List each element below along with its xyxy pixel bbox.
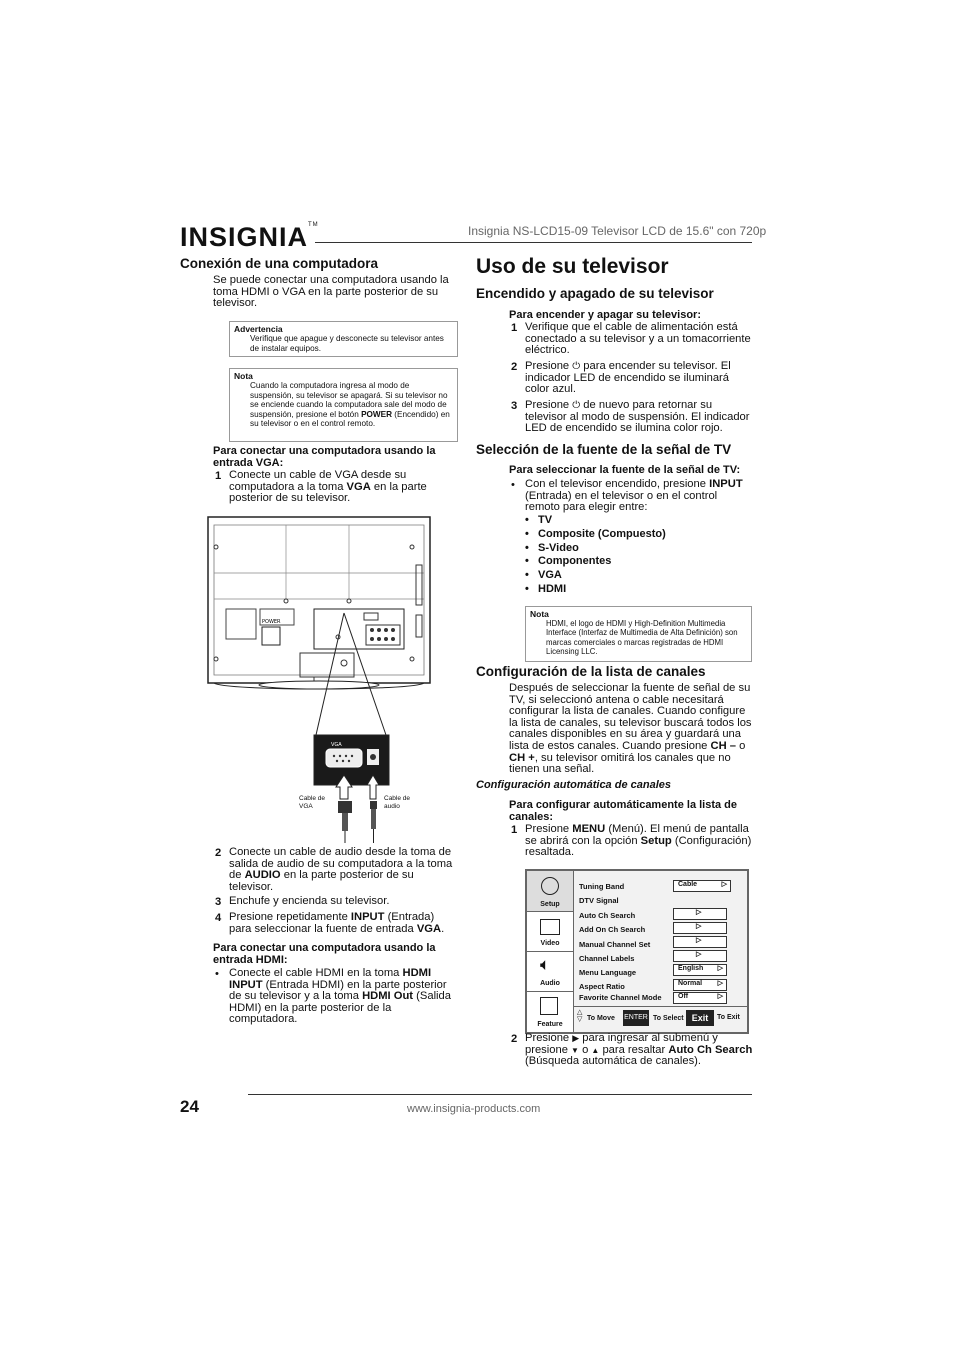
speaker-icon: 🔈︎ (540, 955, 551, 974)
auto-step-2: 2 Presione ▶ para ingresar al submenú y presione ▼ o ▲ para resaltar Auto Ch Search (Búsqueda automática de canales). (511, 1032, 753, 1068)
osd-menu (525, 869, 749, 1034)
auto-subtitle: Configuración automática de canales (476, 779, 671, 791)
power-icon: ⏻ (572, 400, 581, 411)
arrow-right-icon: ▷ (696, 937, 702, 944)
header-title: Insignia NS-LCD15-09 Televisor LCD de 15.6" con 720p (468, 224, 767, 238)
power-step-2: 2 Presione ⏻ para encender su televisor. El indicador LED de encendido se iluminará color azul. (511, 360, 731, 396)
enter-key[interactable]: ENTER (623, 1010, 649, 1026)
header-rule (315, 242, 752, 243)
up-down-arrow-icon: △ ▽ (577, 1009, 583, 1023)
osd-item-manual-channel-set[interactable]: Manual Channel Set (579, 940, 651, 949)
to-exit-label: To Exit (717, 1014, 740, 1021)
osd-tab-audio[interactable]: 🔈︎ Audio (527, 951, 573, 992)
add-on-ch-search-arrow[interactable] (673, 922, 727, 934)
section-channels: Configuración de la lista de canales (476, 664, 706, 679)
tuning-band-value[interactable]: Cable ▷ (673, 880, 731, 892)
vga-step-2: 2 Conecte un cable de audio desde la toma de salida de audio de su computadora a la toma de AUDIO en la parte posterior de su televisor. (215, 846, 453, 893)
osd-item-menu-language[interactable]: Menu Language (579, 968, 637, 977)
manual-channel-set-arrow[interactable] (673, 936, 727, 948)
auto-ch-search-arrow[interactable] (673, 908, 727, 920)
note-title: Nota (530, 609, 549, 619)
osd-item-channel-labels[interactable]: Channel Labels (579, 954, 635, 963)
section-power: Encendido y apagado de su televisor (476, 286, 714, 301)
page-number: 24 (180, 1097, 199, 1116)
osd-tab-setup[interactable]: Setup (527, 871, 573, 912)
favorite-value[interactable]: Off ▷ (673, 992, 727, 1004)
hdmi-bullet: • Conecte el cable HDMI en la toma HDMI INPUT (Entrada HDMI) en la parte posterior de su televisor y a la toma HDMI Out (Salida HDMI) en la parte posterior de la computadora. (215, 967, 451, 1026)
auto-step-1: 1 Presione MENU (Menú). El menú de pantalla se abrirá con la opción Setup (Configuración) resaltada. (511, 823, 752, 859)
svg-text:POWER: POWER (262, 619, 281, 625)
page-title: Uso de su televisor (476, 255, 669, 278)
osd-item-tuning-band[interactable]: Tuning Band (579, 882, 625, 891)
audio-cable-label: Cable de audio (384, 795, 411, 810)
arrow-down-icon: ▼ (571, 1045, 579, 1055)
list-item: • HDMI (525, 582, 567, 595)
arrow-right-icon: ▷ (696, 923, 702, 930)
hdmi-heading: Para conectar una computadora usando la entrada HDMI: (213, 942, 436, 966)
arrow-right-icon: ▷ (717, 965, 723, 972)
source-bullet: • Con el televisor encendido, presione INPUT (Entrada) en el televisor o en el control remoto para elegir entre: (511, 478, 743, 514)
list-item: • VGA (525, 569, 562, 582)
note-box-suspend (229, 368, 458, 442)
section-computer-connection: Conexión de una computadora (180, 256, 379, 271)
note-body: Cuando la computadora ingresa al modo de suspensión, su televisor se apagará. Si su televisor no se enciende cuando la computadora sale del modo de suspensión, presione el botón POWER (Encendido) en su televisor o en el control remoto. (250, 381, 450, 429)
list-item: • Componentes (525, 555, 612, 568)
footer-url: www.insignia-products.com (407, 1103, 541, 1115)
power-heading: Para encender y apagar su televisor: (509, 309, 701, 321)
osd-tab-feature[interactable]: Feature (527, 991, 573, 1032)
list-item: • TV (525, 514, 553, 526)
tv-body (208, 517, 430, 683)
channel-intro: Después de seleccionar la fuente de señal de su TV, si seleccionó antena o cable necesitará configurar la lista de canales. Cuando configure la lista de canales, su televisor buscará todos los canales disponibles en su área y guardará una lista de estos canales. Cuando presione CH – o CH +, su televisor omitirá los canales que no tienen una señal. (509, 682, 752, 776)
arrow-right-icon: ▶ (572, 1033, 580, 1043)
list-item: • S-Video (525, 541, 579, 554)
exit-key[interactable]: Exit (686, 1010, 714, 1026)
vga-step-4: 4 Presione repetidamente INPUT (Entrada) para seleccionar la fuente de entrada VGA. (215, 911, 445, 935)
warning-title: Advertencia (234, 324, 283, 334)
setup-icon (541, 877, 559, 895)
list-item: • Composite (Compuesto) (525, 527, 666, 540)
menu-language-value[interactable]: English ▷ (673, 964, 727, 976)
feature-icon (540, 997, 558, 1015)
channel-labels-arrow[interactable] (673, 950, 727, 962)
osd-item-favorite-channel-mode[interactable]: Favorite Channel Mode (579, 993, 662, 1002)
note-body: HDMI, el logo de HDMI y High-Definition Multimedia Interface (Interfaz de Multimedia de Alta Definición) son marcas comerciales o marcas registradas de HDMI Licensing LLC. (546, 619, 738, 656)
note-box-hdmi (525, 606, 752, 662)
footer-rule (248, 1094, 752, 1095)
to-move-label: To Move (587, 1015, 615, 1022)
osd-item-add-on-ch-search[interactable]: Add On Ch Search (579, 925, 646, 934)
arrow-right-icon: ▷ (717, 993, 723, 1000)
warning-body: Verifique que apague y desconecte su televisor antes de instalar equipos. (250, 334, 444, 353)
section-source: Selección de la fuente de la señal de TV (476, 442, 732, 457)
aspect-ratio-value[interactable]: Normal ▷ (673, 979, 727, 991)
vga-jack-label: VGA (331, 742, 342, 748)
vga-heading: Para conectar una computadora usando la entrada VGA: (213, 445, 436, 469)
arrow-right-icon: ▷ (721, 881, 727, 888)
arrow-up-icon: ▲ (591, 1045, 600, 1055)
vga-step-1: 1 Conecte un cable de VGA desde su computadora a la toma VGA en la parte posterior de su televisor. (215, 469, 427, 505)
osd-item-dtv-signal[interactable]: DTV Signal (579, 896, 619, 905)
note-title: Nota (234, 371, 253, 381)
auto-heading: Para configurar automáticamente la lista de canales: (509, 799, 738, 823)
insignia-logo: INSIGNIA™ (180, 222, 319, 252)
osd-item-auto-ch-search[interactable]: Auto Ch Search (579, 911, 636, 920)
osd-item-aspect-ratio[interactable]: Aspect Ratio (579, 982, 625, 991)
computer-intro: Se puede conectar una computadora usando la toma HDMI o VGA en la parte posterior de su televisor. (213, 274, 449, 310)
source-list (525, 515, 745, 598)
warning-box (229, 321, 458, 357)
arrow-right-icon: ▷ (696, 951, 702, 958)
arrow-right-icon: ▷ (696, 909, 702, 916)
osd-tab-column (527, 871, 574, 1032)
vga-step-3: 3 Enchufe y encienda su televisor. (215, 895, 390, 908)
osd-tab-video[interactable]: Video (527, 911, 573, 952)
source-heading: Para seleccionar la fuente de la señal de TV: (509, 464, 741, 476)
power-step-3: 3 Presione ⏻ de nuevo para retornar su televisor al modo de suspensión. El indicador LED de encendido se ilumina color rojo. (511, 399, 750, 435)
tv-icon (540, 919, 560, 935)
power-step-1: 1 Verifique que el cable de alimentación está conectado a su televisor y a un tomacorriente eléctrico. (511, 321, 751, 357)
arrow-right-icon: ▷ (717, 980, 723, 987)
vga-cable-label: Cable de VGA (299, 795, 326, 810)
power-icon: ⏻ (572, 361, 581, 372)
tv-rear-diagram (204, 513, 434, 843)
to-select-label: To Select (653, 1015, 684, 1022)
